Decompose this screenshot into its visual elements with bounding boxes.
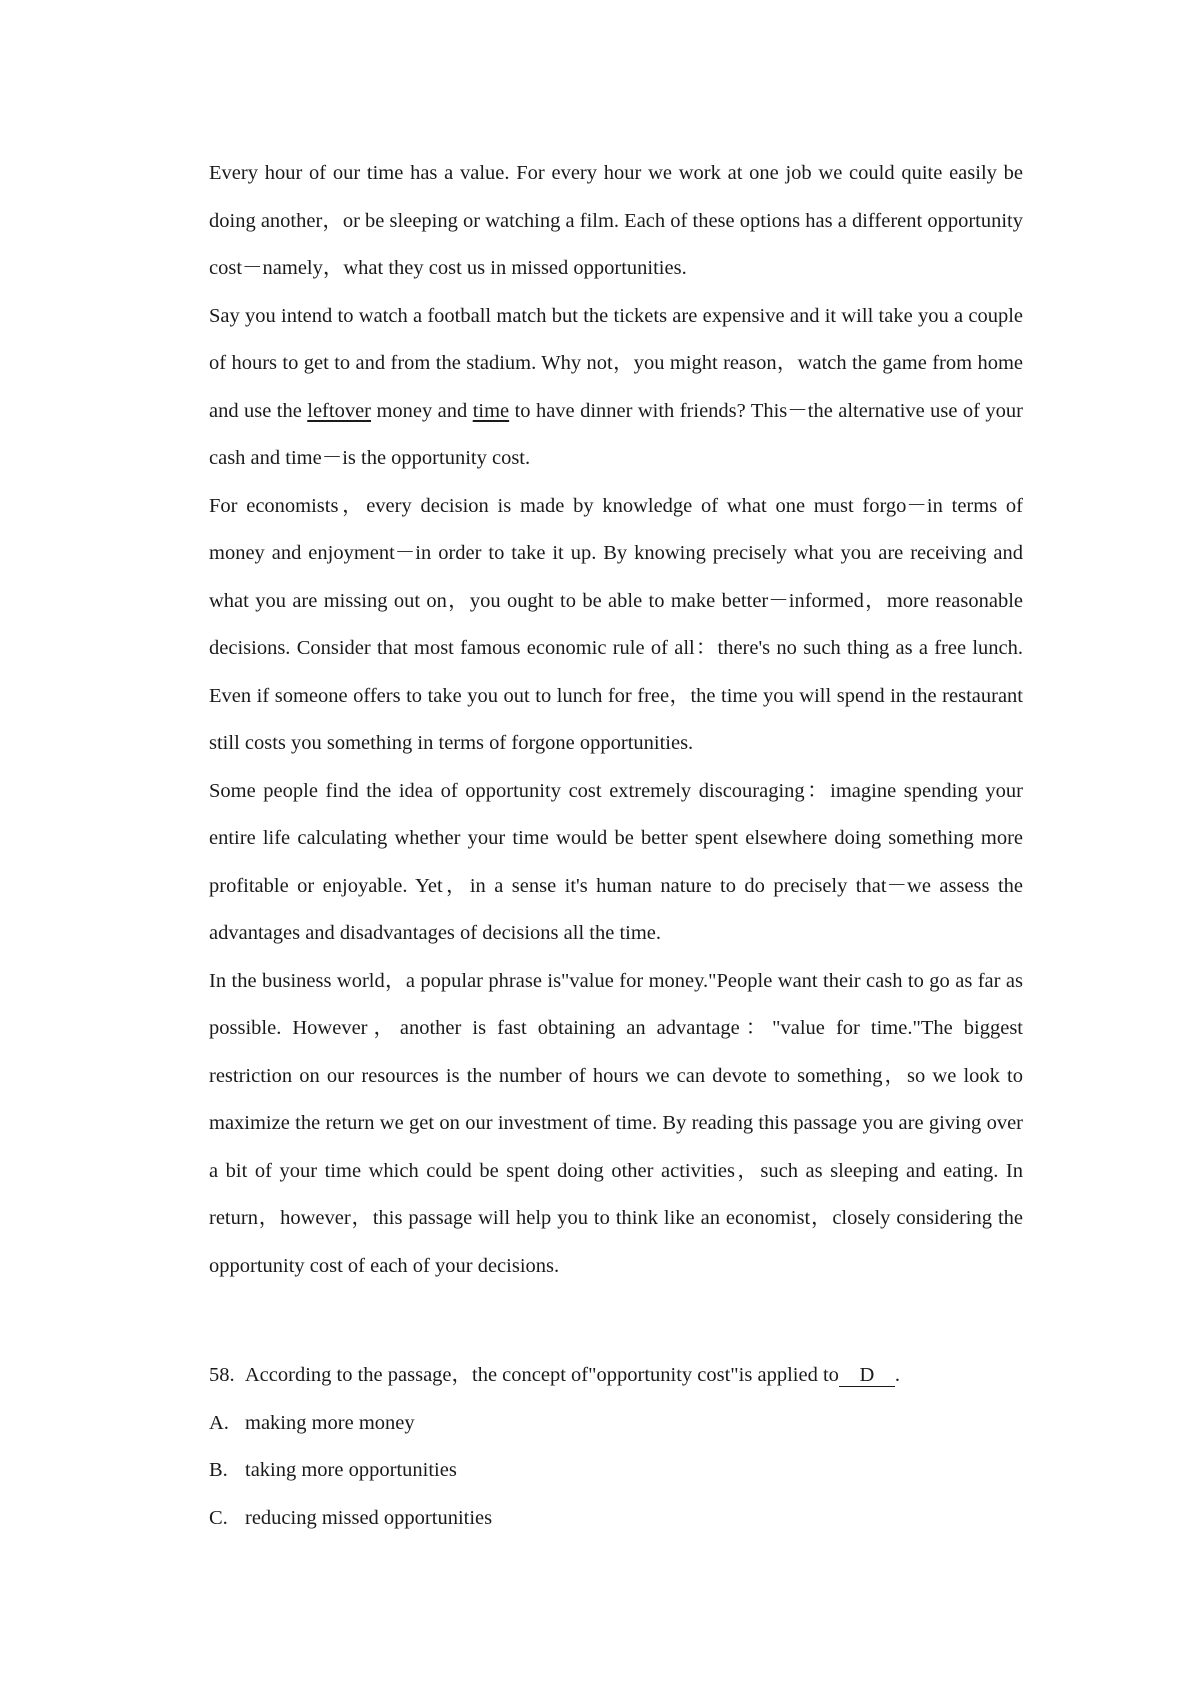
paragraph-2-text-c: to have dinner with friends? This－the alternative use of your cash and time－is the opportunity cost. <box>209 399 1023 469</box>
paragraph-4: Some people find the idea of opportunity cost extremely discouraging：imagine spending your entire life calculating whether your time would be better spent elsewhere doing something more profitable or enjoyable. Yet，in a sense it's human nature to do precisely that－we assess the advantages and disadvantages of decisions all the time. <box>209 779 1023 944</box>
option-a <box>209 1400 1023 1448</box>
paragraph-2-text-b: money and <box>371 399 473 422</box>
reading-passage <box>209 150 1023 1290</box>
option-c-letter: C. <box>209 1506 228 1529</box>
question-stem <box>209 1352 1023 1400</box>
paragraph-2 <box>209 293 1023 483</box>
answer-blank: D <box>839 1364 895 1387</box>
question-text: According to the passage，the concept of"opportunity cost"is applied to <box>244 1364 839 1386</box>
paragraph-2-text-a: Say you intend to watch a football match but the tickets are expensive and it will take you a couple of hours to get to and from the stadium. Why not，you might reason，watch the game from home and use the <box>209 304 1023 422</box>
underlined-word-leftover: leftover <box>307 399 372 422</box>
question-58 <box>209 1352 1023 1542</box>
option-c-text: reducing missed opportunities <box>245 1506 493 1529</box>
option-b-text: taking more opportunities <box>245 1459 457 1481</box>
question-number: 58. <box>209 1364 235 1386</box>
option-c <box>209 1495 1023 1543</box>
option-a-text: making more money <box>245 1411 415 1434</box>
question-end: . <box>894 1364 901 1386</box>
option-b <box>209 1447 1023 1495</box>
paragraph-1: Every hour of our time has a value. For every hour we work at one job we could quite easily be doing another，or be sleeping or watching a film. Each of these options has a different opportunity cost－namely，what they cost us in missed opportunities. <box>209 162 1023 279</box>
paragraph-5: In the business world，a popular phrase is"value for money."People want their cash to go as far as possible. However，another is fast obtaining an advantage："value for time."The biggest restriction on our resources is the number of hours we can devote to something，so we look to maximize the return we get on our investment of time. By reading this passage you are giving over a bit of your time which could be spent doing other activities，such as sleeping and eating. In return，however，this passage will help you to think like an economist，closely considering the opportunity cost of each of your decisions. <box>209 969 1023 1277</box>
document-page <box>209 150 1023 1542</box>
paragraph-3: For economists，every decision is made by knowledge of what one must forgo－in terms of money and enjoyment－in order to take it up. By knowing precisely what you are receiving and what you are missing out on，you ought to be able to make better－informed，more reasonable decisions. Consider that most famous economic rule of all：there's no such thing as a free lunch. Even if someone offers to take you out to lunch for free，the time you will spend in the restaurant still costs you something in terms of forgone opportunities. <box>209 494 1023 754</box>
underlined-word-time: time <box>472 399 510 422</box>
option-a-letter: A. <box>209 1411 229 1434</box>
option-b-letter: B. <box>209 1459 228 1481</box>
